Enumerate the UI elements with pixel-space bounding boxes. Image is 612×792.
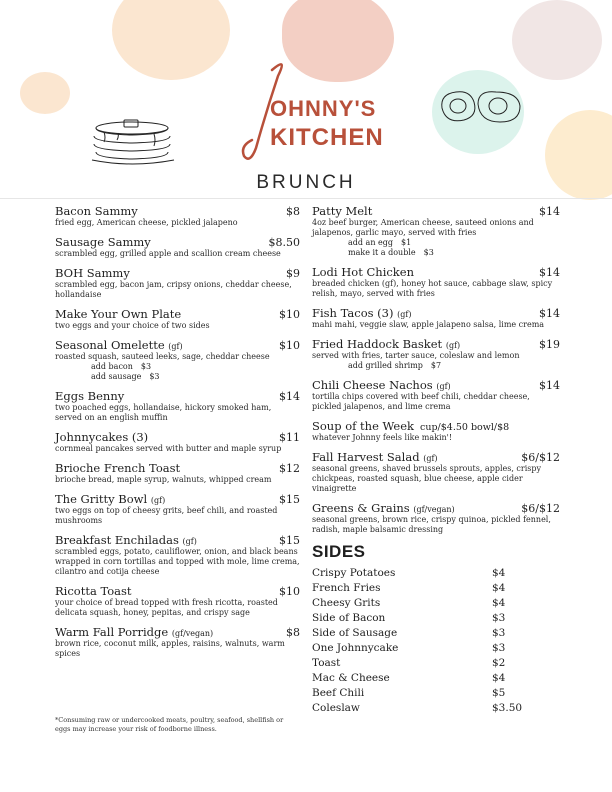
menu-item-title (312, 306, 411, 320)
peach-blob-decoration (112, 0, 230, 80)
menu-item-description: cornmeal pancakes served with butter and maple syrup (55, 444, 282, 453)
menu-item-title (55, 584, 132, 598)
menu-item-price: $15 (279, 493, 300, 506)
menu-item (312, 378, 560, 412)
side-item-price: $3 (492, 627, 506, 639)
addon-label: add grilled shrimp (348, 361, 423, 370)
menu-item-name: Eggs Benny (55, 389, 125, 403)
side-item (312, 566, 560, 581)
menu-item-price: $8 (286, 626, 300, 639)
menu-item-price: $10 (279, 585, 300, 598)
menu-item-name: Make Your Own Plate (55, 307, 182, 321)
menu-item-name: Lodi Hot Chicken (312, 265, 414, 279)
menu-item-header (312, 306, 560, 320)
menu-item-header (55, 584, 300, 598)
menu-item-price: $14 (279, 390, 300, 403)
addon-price: $3 (140, 362, 152, 371)
menu-item-header (55, 533, 300, 547)
menu-item (312, 337, 560, 371)
side-item (312, 641, 560, 656)
side-item-price: $4 (492, 597, 506, 609)
menu-item-name: Fish Tacos (3) (312, 306, 394, 320)
menu-item-title (55, 430, 148, 444)
menu-item-name: Seasonal Omelette (55, 338, 165, 352)
menu-item-price: $10 (279, 308, 300, 321)
menu-item-title (312, 337, 460, 351)
menu-item-description: brown rice, coconut milk, apples, raisins, walnuts, warm spices (55, 639, 285, 658)
menu-item-header (312, 450, 560, 464)
right-menu-items (312, 204, 560, 535)
side-item (312, 581, 560, 596)
side-item-name: Mac & Cheese (312, 672, 390, 684)
menu-item-title (55, 492, 165, 506)
menu-item-title (312, 501, 455, 515)
dietary-tag: (gf) (436, 382, 451, 391)
menu-item-name: Ricotta Toast (55, 584, 132, 598)
menu-item-title (312, 450, 438, 464)
menu-item-price: $14 (539, 205, 560, 218)
menu-item-title (312, 204, 372, 218)
side-item (312, 626, 560, 641)
menu-item-name: Warm Fall Porridge (55, 625, 169, 639)
menu-item-header (55, 338, 300, 352)
menu-item (55, 533, 300, 577)
addon-price: $3 (149, 372, 160, 381)
menu-item-price: $8 (286, 205, 300, 218)
menu-item-name: Patty Melt (312, 204, 373, 218)
menu-item-price: $8.50 (268, 236, 300, 249)
menu-item (55, 389, 300, 423)
menu-item (312, 204, 560, 258)
menu-item-price: $19 (539, 338, 560, 351)
addon-price: $3 (423, 248, 434, 257)
menu-item-title (55, 461, 180, 475)
menu-item-description: two poached eggs, hollandaise, hickory smoked ham, served on an english muffin (55, 403, 272, 422)
menu-item-title (312, 419, 509, 433)
menu-item-title (312, 265, 414, 279)
menu-item-header (55, 430, 300, 444)
menu-item-description: seasonal greens, shaved brussels sprouts, apples, crispy chickpeas, roasted squash, blue cheese, apple cider vinaigrette (312, 464, 542, 493)
menu-item (312, 450, 560, 494)
addon-label: add an egg (348, 238, 393, 247)
side-item-price: $3.50 (492, 702, 523, 714)
menu-item-description: scrambled egg, bacon jam, cripsy onions, cheddar cheese, hollandaise (55, 280, 292, 299)
menu-item-header (312, 265, 560, 279)
menu-item-description: fried egg, American cheese, pickled jalapeno (55, 218, 238, 227)
side-item (312, 611, 560, 626)
side-item-name: One Johnnycake (312, 642, 399, 654)
side-item-name: Side of Bacon (312, 612, 386, 624)
pink-blob-decoration (282, 0, 394, 82)
menu-header (0, 0, 612, 200)
menu-item-description: seasonal greens, brown rice, crispy quinoa, pickled fennel, radish, maple balsamic dressing (312, 515, 551, 534)
side-item-price: $4 (492, 567, 506, 579)
menu-item-title (55, 338, 183, 352)
dietary-tag: (gf) (182, 537, 197, 546)
menu-item-name: Sausage Sammy (55, 235, 151, 249)
menu-item (55, 235, 300, 259)
side-item-price: $5 (492, 687, 506, 699)
menu-item-name: Fall Harvest Salad (312, 450, 420, 464)
menu-item-header (55, 266, 300, 280)
menu-item-title (55, 235, 151, 249)
menu-item-price: $11 (279, 431, 300, 444)
side-item-name: Coleslaw (312, 702, 360, 714)
side-item-name: Beef Chili (312, 687, 365, 699)
menu-item-addon (312, 361, 560, 371)
side-item-name: Cheesy Grits (312, 597, 381, 609)
menu-item-name: The Gritty Bowl (55, 492, 148, 506)
side-item-name: Toast (312, 657, 341, 669)
menu-item-header (55, 307, 300, 321)
addon-price: $7 (430, 361, 442, 370)
menu-item-addon (312, 238, 560, 248)
menu-item (55, 266, 300, 300)
menu-item-description: served with fries, tarter sauce, coleslaw and lemon (312, 351, 520, 360)
side-item-name: Crispy Potatoes (312, 567, 396, 579)
addon-label: add bacon (91, 362, 133, 371)
food-safety-footnote: *Consuming raw or undercooked meats, poultry, seafood, shellfish or eggs may increase your risk of foodborne illness. (55, 716, 284, 733)
menu-item-title (55, 389, 124, 403)
addon-label: make it a double (348, 248, 416, 257)
dietary-tag: (gf) (150, 496, 166, 505)
menu-item (55, 430, 300, 454)
menu-item-description: whatever Johnny feels like makin'! (312, 433, 453, 442)
menu-item-price: $14 (539, 266, 560, 279)
addon-price: $1 (401, 238, 412, 247)
menu-item (55, 307, 300, 331)
menu-item-header (55, 235, 300, 249)
menu-item-name: Brioche French Toast (55, 461, 181, 475)
side-item-name: French Fries (312, 582, 381, 594)
menu-item-addon (55, 372, 300, 382)
menu-item-description: scrambled eggs, potato, cauliflower, onion, and black beans wrapped in corn tortillas and topped with mole, lime crema, cilantro and cotija cheese (55, 547, 300, 576)
menu-item-price: $9 (286, 267, 300, 280)
header-divider (0, 198, 612, 199)
side-item (312, 686, 560, 701)
menu-item (312, 306, 560, 330)
menu-item-header (55, 625, 300, 639)
side-item-price: $3 (492, 642, 506, 654)
menu-item (55, 204, 300, 228)
menu-item-price: $14 (539, 307, 560, 320)
pancake-stack-icon (84, 118, 180, 166)
menu-item-header (312, 419, 560, 433)
menu-item-description: mahi mahi, veggie slaw, apple jalapeno salsa, lime crema (312, 320, 545, 329)
menu-item (312, 501, 560, 535)
sides-heading: SIDES (312, 542, 366, 561)
menu-item-addon (55, 362, 300, 372)
dietary-tag: (gf/vegan) (171, 629, 214, 638)
menu-item-header (55, 492, 300, 506)
peach-small-blob-decoration (20, 72, 70, 114)
menu-item-description: tortilla chips covered with beef chili, cheddar cheese, pickled jalapenos, and lime crema (312, 392, 530, 411)
menu-item (55, 584, 300, 618)
menu-item-header (312, 501, 560, 515)
menu-item-title (55, 204, 138, 218)
sides-list (312, 566, 560, 716)
menu-item-title (312, 378, 451, 392)
menu-item-price: $10 (279, 339, 300, 352)
dietary-tag: (gf) (397, 310, 412, 319)
side-item-name: Side of Sausage (312, 627, 398, 639)
menu-item-price: $6/$12 (521, 502, 560, 515)
soup-size-prices: cup/$4.50 bowl/$8 (420, 422, 510, 433)
menu-item (55, 338, 300, 382)
side-item (312, 671, 560, 686)
menu-item-name: Chili Cheese Nachos (312, 378, 433, 392)
side-item (312, 656, 560, 671)
menu-item-name: BOH Sammy (55, 266, 130, 280)
menu-item-price: $15 (279, 534, 300, 547)
menu-item-description: your choice of bread topped with fresh ricotta, roasted delicata squash, honey, pepitas, and crispy sage (55, 598, 278, 617)
side-item-price: $4 (492, 672, 506, 684)
menu-item-description: brioche bread, maple syrup, walnuts, whipped cream (55, 475, 272, 484)
menu-item-description: roasted squash, sauteed leeks, sage, cheddar cheese (55, 352, 270, 361)
menu-item (55, 492, 300, 526)
dietary-tag: (gf) (423, 454, 438, 463)
logo-name-line1: OHNNY'S (270, 96, 377, 121)
menu-item-name: Greens & Grains (312, 501, 410, 515)
menu-item-description: 4oz beef burger, American cheese, sauteed onions and jalapenos, garlic mayo, served with fries (312, 218, 534, 237)
side-item (312, 701, 560, 716)
menu-item-name: Soup of the Week (312, 419, 415, 433)
menu-item-header (55, 461, 300, 475)
menu-item-title (55, 307, 181, 321)
side-item-price: $3 (492, 612, 506, 624)
side-item-price: $2 (492, 657, 506, 669)
menu-item-price: $6/$12 (521, 451, 560, 464)
menu-item-name: Fried Haddock Basket (312, 337, 443, 351)
menu-item-name: Breakfast Enchiladas (55, 533, 179, 547)
dietary-tag: (gf) (168, 342, 183, 351)
menu-item (312, 265, 560, 299)
side-item-price: $4 (492, 582, 506, 594)
menu-item (55, 461, 300, 485)
menu-item-price: $12 (279, 462, 300, 475)
menu-item-title (55, 266, 130, 280)
fried-eggs-icon (438, 86, 524, 130)
menu-item (312, 419, 560, 443)
dietary-tag: (gf) (445, 341, 461, 350)
menu-item-addon (312, 248, 560, 258)
menu-item-header (312, 378, 560, 392)
menu-item-name: Johnnycakes (3) (55, 430, 149, 444)
side-item (312, 596, 560, 611)
addon-label: add sausage (91, 372, 142, 381)
menu-item-description: breaded chicken (gf), honey hot sauce, cabbage slaw, spicy relish, mayo, served with fries (312, 279, 553, 298)
logo-name-line2: KITCHEN (270, 124, 384, 151)
menu-item-description: scrambled egg, grilled apple and scallion cream cheese (55, 249, 281, 258)
dietary-tag: (gf/vegan) (413, 505, 455, 514)
menu-item-header (312, 337, 560, 351)
menu-item-header (312, 204, 560, 218)
menu-item-header (55, 204, 300, 218)
menu-item-price: $14 (539, 379, 560, 392)
menu-item-name: Bacon Sammy (55, 204, 138, 218)
left-menu-column (55, 204, 300, 666)
menu-item-title (55, 533, 197, 547)
menu-item-header (55, 389, 300, 403)
menu-item-description: two eggs and your choice of two sides (55, 321, 210, 330)
menu-item-title (55, 625, 213, 639)
mauve-blob-decoration (512, 0, 602, 80)
menu-title: BRUNCH (256, 172, 356, 193)
menu-item (55, 625, 300, 659)
right-menu-column (312, 204, 560, 716)
menu-item-description: two eggs on top of cheesy grits, beef chili, and roasted mushrooms (55, 506, 278, 525)
